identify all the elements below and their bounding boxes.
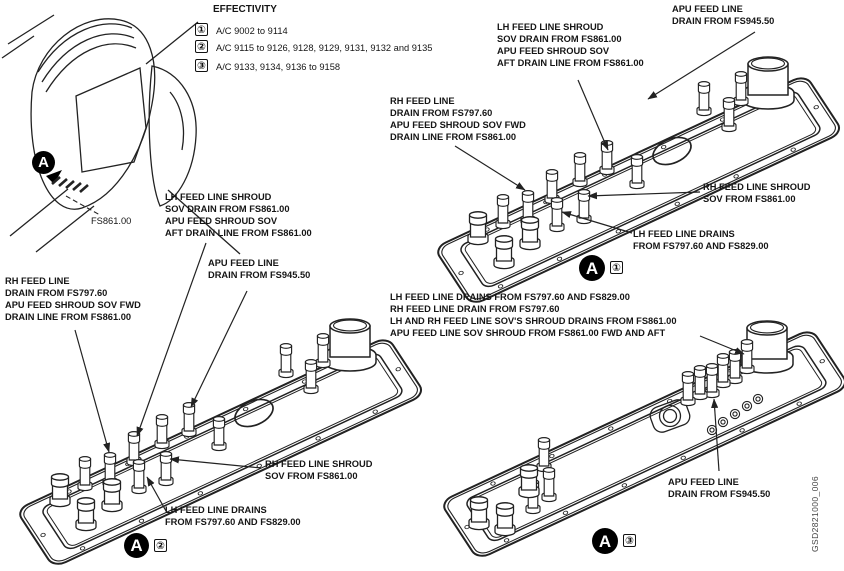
effectivity-title: EFFECTIVITY [213, 4, 277, 15]
panel-view-2 [16, 319, 425, 568]
effectivity-code-3-icon: ③ [195, 59, 208, 72]
document-number: GSD2821000_006 [810, 475, 820, 552]
detail-A-marker-icon: A [32, 151, 55, 174]
panel2-apu-duct [324, 319, 376, 371]
callout-rh-shroud-view2: RH FEED LINE SHROUD SOV FROM FS861.00 [265, 459, 373, 482]
callout-lh-shroud-top: LH FEED LINE SHROUD SOV DRAIN FROM FS861.00 APU FEED SHROUD SOV AFT DRAIN LINE FROM FS861.00 [497, 22, 644, 69]
panel-view-3 [440, 321, 844, 560]
panel1-apu-duct [742, 57, 794, 109]
view2-effectivity-icon: ② [154, 539, 167, 552]
view3-A-marker-icon: A [592, 528, 618, 554]
callout-rh-feed-mid: RH FEED LINE DRAIN FROM FS797.60 APU FEED SHROUD SOV FWD DRAIN LINE FROM FS861.00 [5, 276, 141, 323]
effectivity-code-1-icon: ① [195, 23, 208, 36]
callout-rh-feed-top: RH FEED LINE DRAIN FROM FS797.60 APU FEED SHROUD SOV FWD DRAIN LINE FROM FS861.00 [390, 96, 526, 143]
callout-lh-drains-view1: LH FEED LINE DRAINS FROM FS797.60 AND FS829.00 [633, 229, 769, 252]
callout-apu-feed-line-top: APU FEED LINE DRAIN FROM FS945.50 [672, 4, 775, 27]
effectivity-item-2: A/C 9115 to 9126, 9128, 9129, 9131, 9132 and 9135 [216, 43, 433, 53]
view2-A-marker-icon: A [124, 533, 149, 558]
panel1-oval-hole [649, 132, 695, 170]
callout-lh-shroud-mid: LH FEED LINE SHROUD SOV DRAIN FROM FS861.00 APU FEED SHROUD SOV AFT DRAIN LINE FROM FS861.00 [165, 192, 312, 239]
effectivity-item-1: A/C 9002 to 9114 [216, 26, 288, 36]
view1-effectivity-icon: ① [610, 261, 623, 274]
effectivity-item-3: A/C 9133, 9134, 9136 to 9158 [216, 62, 341, 72]
view3-effectivity-icon: ③ [623, 534, 636, 547]
effectivity-code-2-icon: ② [195, 40, 208, 53]
view1-A-marker-icon: A [579, 255, 605, 281]
callout-apu-feed-mid: APU FEED LINE DRAIN FROM FS945.50 [208, 258, 311, 281]
callout-lh-drains-view2: LH FEED LINE DRAINS FROM FS797.60 AND FS829.00 [165, 505, 301, 528]
panel2-oval-hole [231, 394, 277, 432]
fs-station-label: FS861.00 [91, 216, 132, 226]
callout-rh-shroud-view1: RH FEED LINE SHROUD SOV FROM FS861.00 [703, 182, 811, 205]
callout-combined-view3: LH FEED LINE DRAINS FROM FS797.60 AND FS829.00 RH FEED LINE DRAIN FROM FS797.60 LH AND RH FEED LINE SOV'S SHROUD DRAINS FROM FS861.00 APU FEED LINE SOV SHROUD FROM FS861.00 FWD AND AFT [390, 292, 677, 339]
fs-station-leader [66, 196, 100, 215]
callout-apu-feed-view3: APU FEED LINE DRAIN FROM FS945.50 [668, 477, 771, 500]
